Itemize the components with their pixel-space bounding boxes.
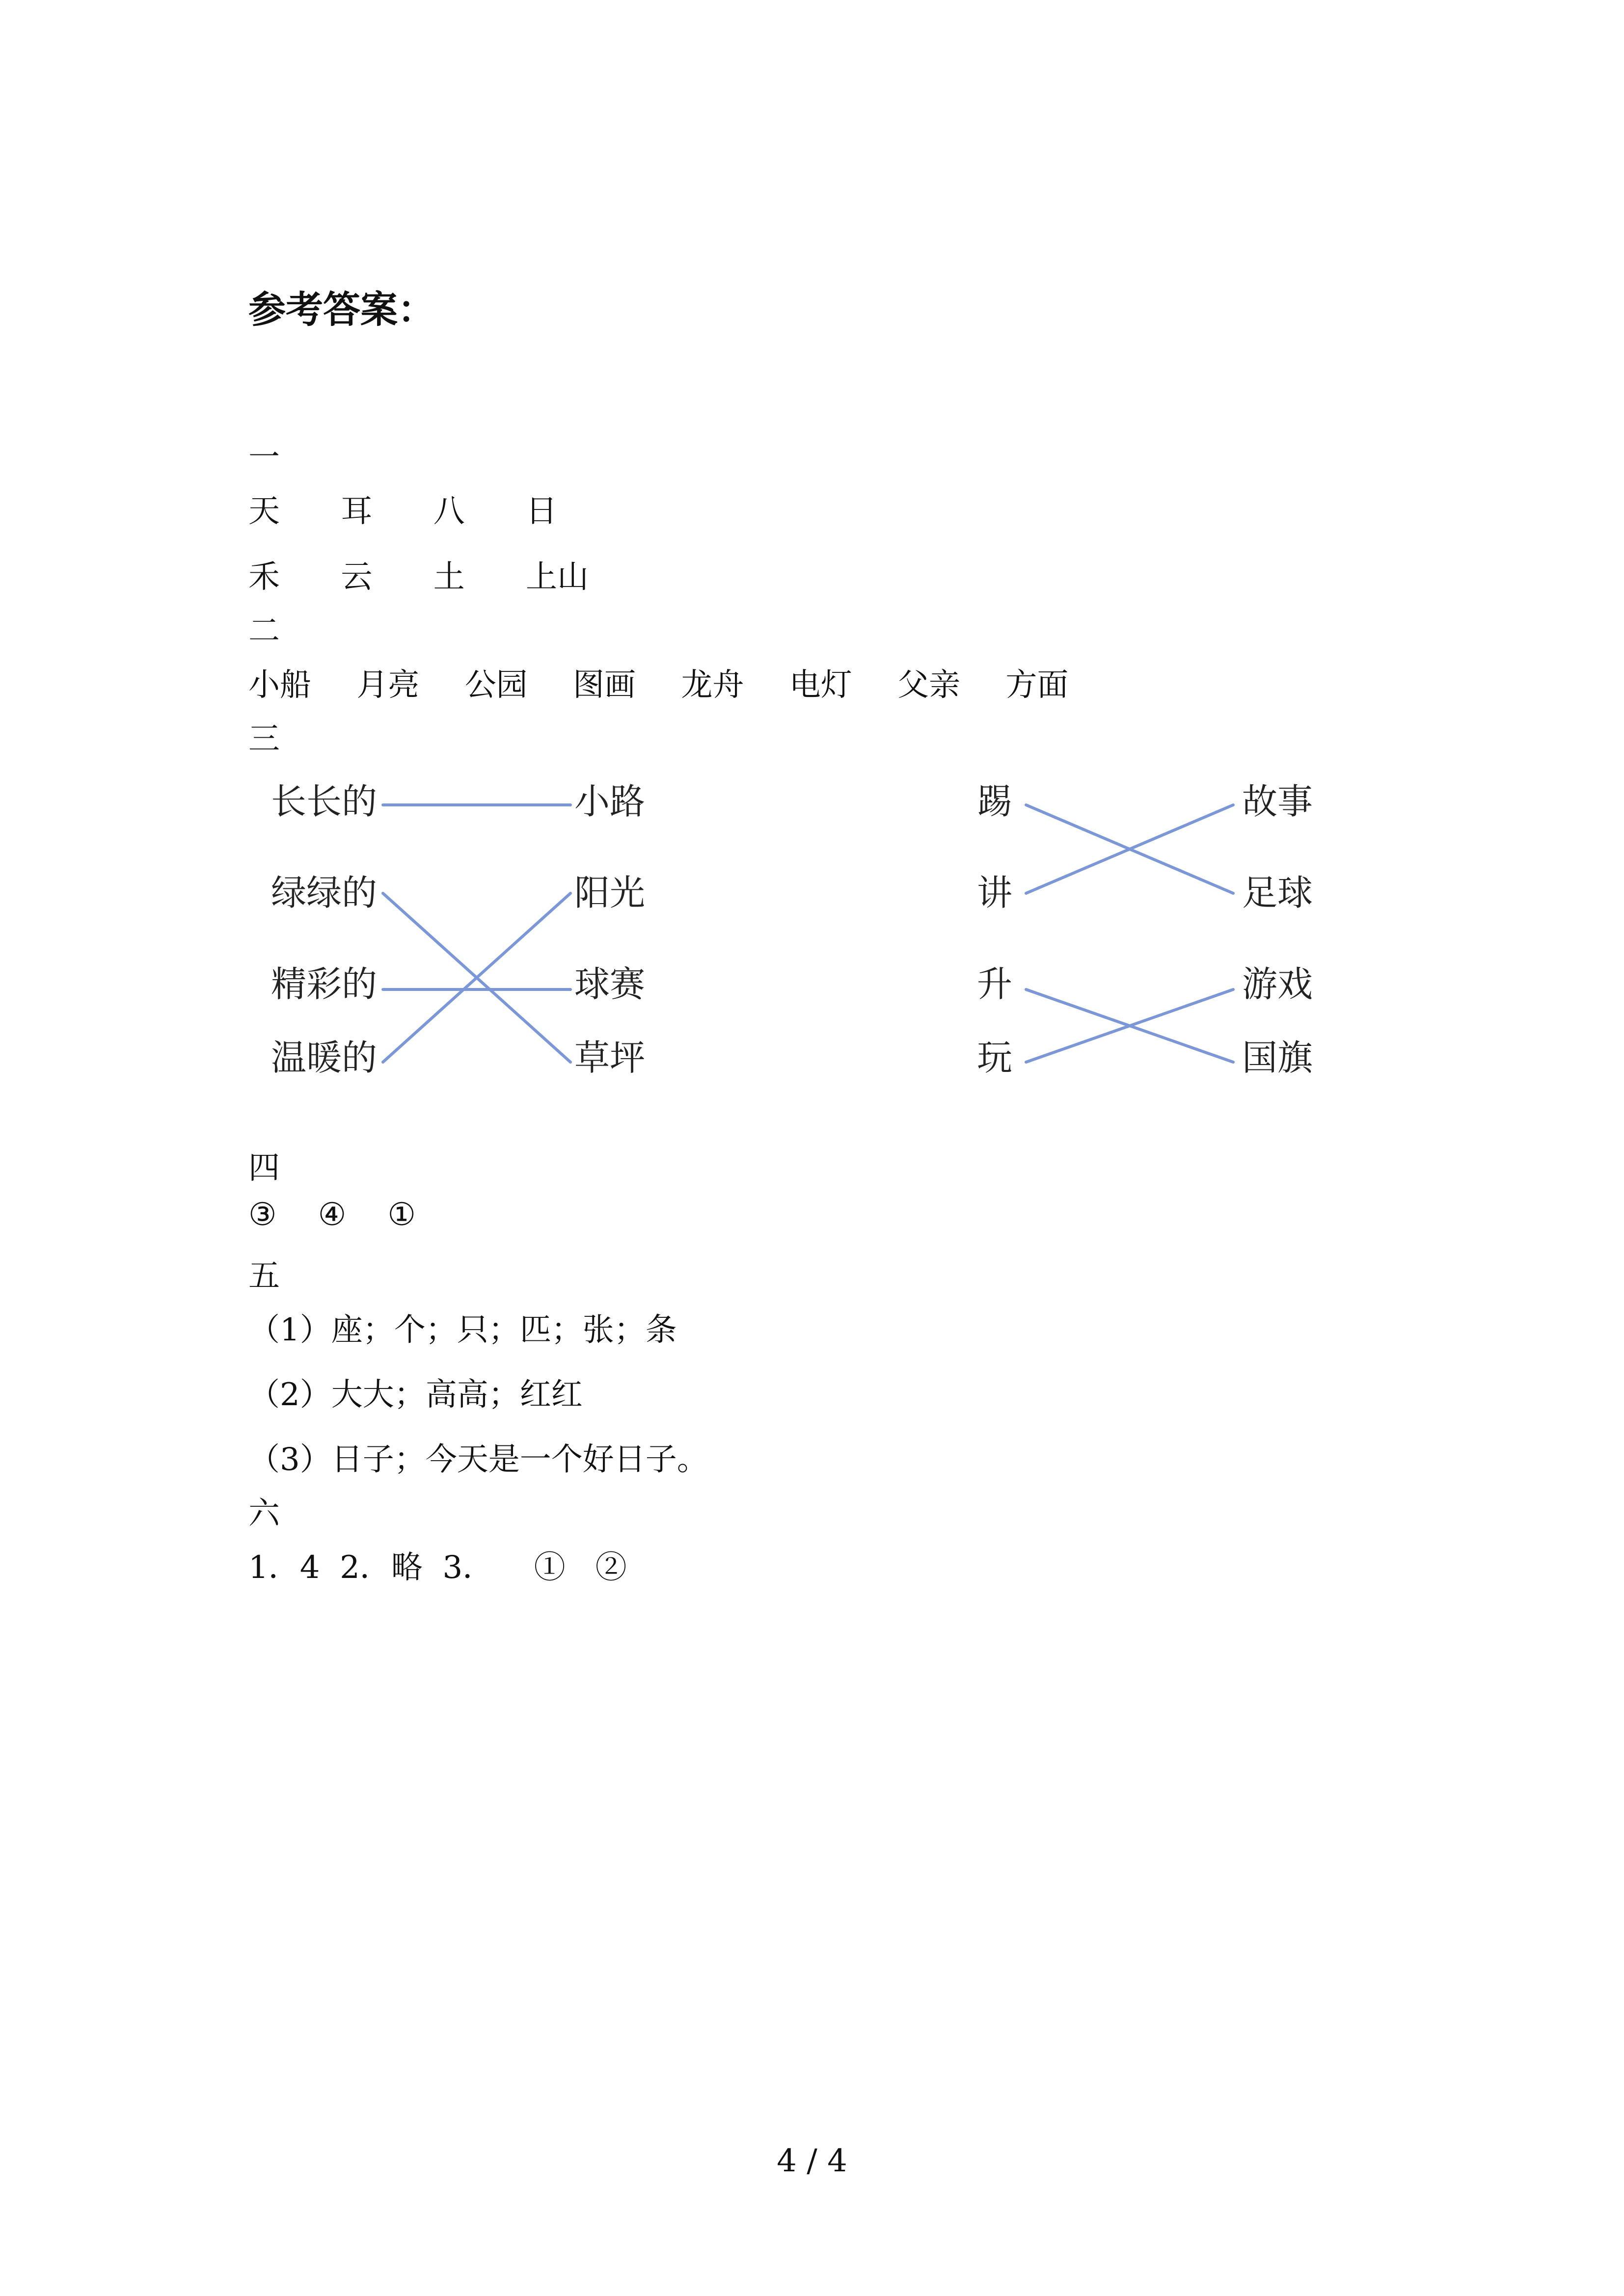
answer-word: 图画: [573, 667, 636, 703]
answer-char: 禾: [248, 559, 280, 595]
answer-mark: ④: [318, 1197, 347, 1233]
answer-mark: ③: [248, 1197, 277, 1233]
answer-char: 八: [433, 493, 465, 530]
left-group-right-word-3: 草坪: [574, 1037, 646, 1078]
answer-word: 小船: [248, 667, 311, 703]
section-2-label: 二: [248, 613, 280, 649]
section-4-answers: [248, 1197, 416, 1233]
left-group-left-word-3: 温暖的: [271, 1037, 378, 1078]
right-group-left-word-3: 玩: [977, 1037, 1013, 1078]
right-group-right-word-1: 足球: [1242, 872, 1313, 913]
answer-char: 土: [433, 559, 465, 595]
left-group-right-word-2: 球赛: [574, 963, 646, 1005]
left-group-right-word-0: 小路: [574, 781, 646, 822]
section-6-label: 六: [248, 1495, 280, 1532]
section-1-label: 一: [248, 439, 280, 476]
section-3-label: 三: [248, 721, 280, 757]
answer-word: 月亮: [356, 667, 420, 703]
right-group-right-word-3: 国旗: [1242, 1037, 1313, 1078]
section-6-line: 1．4 2．略 3． ① ②: [248, 1549, 627, 1586]
right-group-left-word-1: 讲: [977, 872, 1013, 913]
left-group-right-word-1: 阳光: [574, 872, 646, 913]
section-5-label: 五: [248, 1258, 280, 1294]
left-group-left-word-0: 长长的: [271, 781, 378, 822]
answer-char: 日: [526, 493, 558, 530]
left-group-left-word-1: 绿绿的: [271, 872, 378, 913]
left-group-left-word-2: 精彩的: [271, 963, 378, 1005]
section-4-label: 四: [248, 1150, 280, 1186]
answer-mark: ①: [387, 1197, 416, 1233]
answer-word: 公园: [464, 667, 528, 703]
section-5-line-2: （2）大大；高高；红红: [248, 1377, 583, 1413]
section-5-line-3: （3）日子；今天是一个好日子。: [248, 1442, 708, 1478]
right-group-left-word-0: 踢: [977, 781, 1013, 822]
page-number: 4 / 4: [777, 2143, 847, 2179]
answer-word: 龙舟: [681, 667, 744, 703]
answer-word: 父亲: [897, 667, 961, 703]
answer-char: 上山: [526, 559, 589, 595]
answer-char: 耳: [341, 493, 373, 530]
page-title: 参考答案：: [248, 288, 435, 331]
section-5-line-1: （1）座；个；只；匹；张；条: [248, 1312, 677, 1348]
answer-word: 电灯: [789, 667, 852, 703]
answer-char: 云: [341, 559, 373, 595]
answer-word: 方面: [1005, 667, 1069, 703]
answer-char: 天: [248, 493, 280, 530]
right-group-right-word-0: 故事: [1242, 781, 1313, 822]
right-group-right-word-2: 游戏: [1242, 963, 1313, 1005]
right-group-left-word-2: 升: [977, 963, 1013, 1005]
